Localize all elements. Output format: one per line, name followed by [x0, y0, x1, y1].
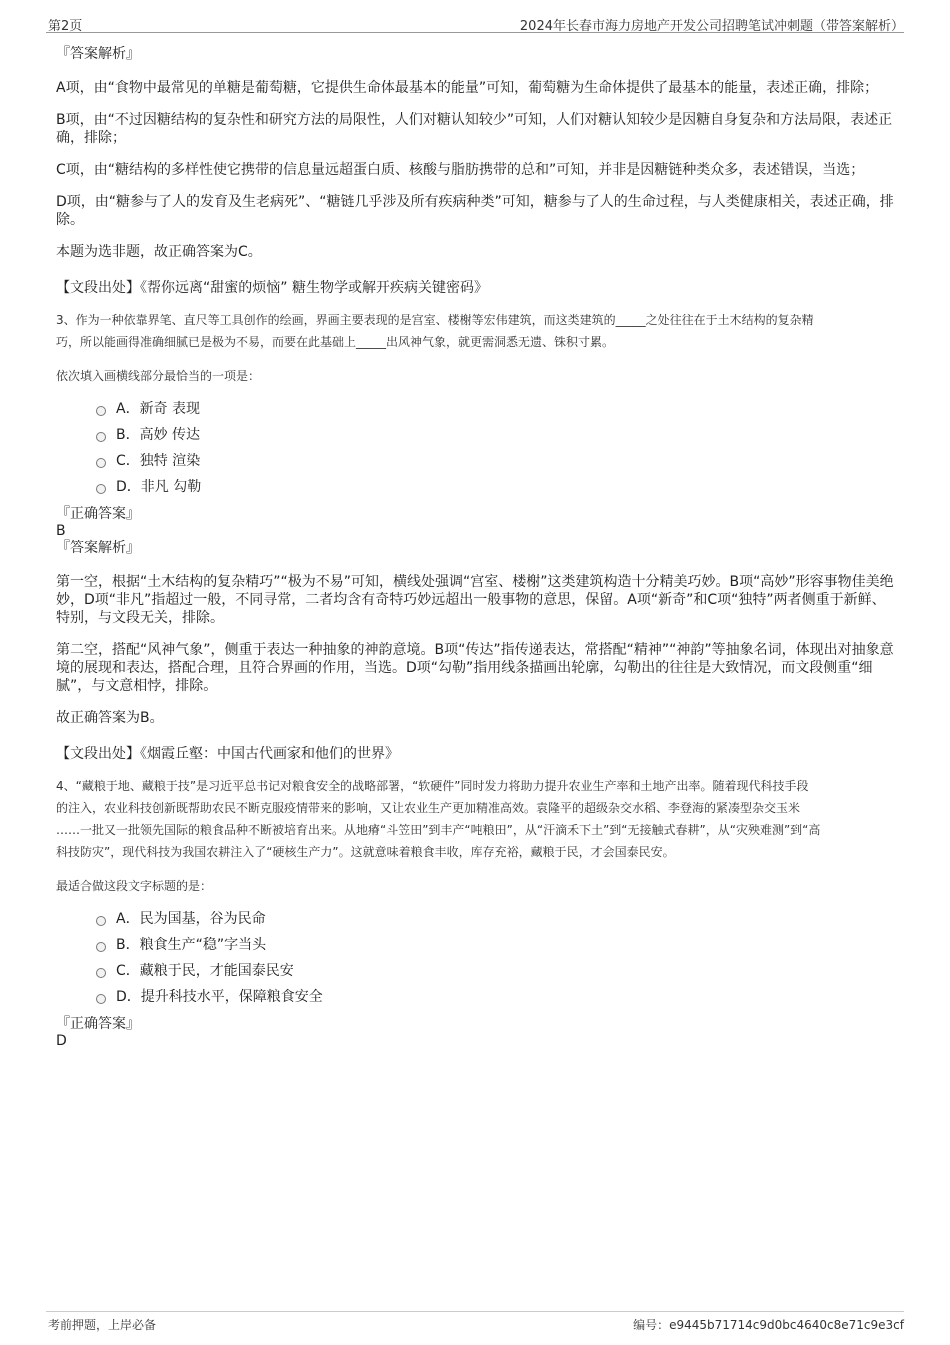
- radio-icon[interactable]: [96, 432, 106, 442]
- question-4-line: 的注入，农业科技创新既帮助农民不断克服疫情带来的影响，又让农业生产更加精准高效。袁隆平的超级杂交水稻、李登海的紧凑型杂交玉米: [56, 801, 801, 815]
- analysis-label: 『答案解析』: [56, 46, 140, 62]
- question-3-line: 3、作为一种依靠界笔、直尺等工具创作的绘画，界画主要表现的是宫室、楼榭等宏伟建筑，而这类建筑的_____之处往往在于土木结构的复杂精: [56, 313, 814, 327]
- radio-icon[interactable]: [96, 458, 106, 468]
- question-4-line: 科技防灾”，现代科技为我国农耕注入了“硬核生产力”。这就意味着粮食丰收，库存充裕，藏粮于民，才会国泰民安。: [56, 845, 675, 859]
- document-title: 2024年长春市海力房地产开发公司招聘笔试冲刺题（带答案解析）: [519, 19, 904, 34]
- radio-icon[interactable]: [96, 916, 106, 926]
- question-3-options: [96, 396, 904, 500]
- analysis-paragraph: C项，由“糖结构的多样性使它携带的信息量远超蛋白质、核酸与脂肪携带的总和”可知，并非是因糖链种类众多，表述错误，当选；: [56, 162, 865, 178]
- radio-icon[interactable]: [96, 968, 106, 978]
- footer-slogan: 考前押题，上岸必备: [48, 1318, 157, 1332]
- radio-icon[interactable]: [96, 406, 106, 416]
- analysis-conclusion: 本题为选非题，故正确答案为C。: [56, 244, 262, 260]
- question-3-line: 巧，所以能画得准确细腻已是极为不易，而要在此基础上_____出风神气象，就更需洞悉无遗、铢积寸累。: [56, 335, 615, 349]
- question-4-line: 4、“藏粮于地、藏粮于技”是习近平总书记对粮食安全的战略部署，“软硬件”同时发力将助力提升农业生产率和土地产出率。随着现代科技手段: [56, 779, 809, 793]
- source-citation: 【文段出处】《帮你远离“甜蜜的烦恼” 糖生物学或解开疾病关键密码》: [56, 280, 488, 296]
- analysis-paragraph: A项，由“食物中最常见的单糖是葡萄糖，它提供生命体最基本的能量”可知，葡萄糖为生命体提供了最基本的能量，表述正确，排除；: [56, 80, 879, 96]
- question-4-line: ……一批又一批领先国际的粮食品种不断被培育出来。从地瘠“斗笠田”到丰产“吨粮田”，从“汗滴禾下土”到“无接触式春耕”，从“灾殃难测”到“高: [56, 823, 821, 837]
- option-a[interactable]: A．民为国基，谷为民命: [96, 906, 904, 932]
- option-a[interactable]: A．新奇 表现: [96, 396, 904, 422]
- analysis-paragraph: D项，由“糖参与了人的发育及生老病死”、“糖链几乎涉及所有疾病种类”可知，糖参与了人的生命过程，与人类健康相关，表述正确，排除。: [56, 194, 894, 228]
- option-b[interactable]: B．粮食生产“稳”字当头: [96, 932, 904, 958]
- page-content: [46, 44, 904, 1050]
- document-id: 编号：e9445b71714c9d0bc4640c8e71c9e3cf: [633, 1318, 904, 1332]
- analysis-paragraph: 第一空，根据“土木结构的复杂精巧”“极为不易”可知，横线处强调“宫室、楼榭”这类建筑构造十分精美巧妙。B项“高妙”形容事物佳美绝妙，D项“非凡”指超过一般，不同寻常，二者均含有奇特巧妙远超出一般事物的意思，保留。A项“新奇”和C项“独特”两者侧重于新鲜、特别，与文段无关，排除。: [56, 574, 894, 626]
- option-c[interactable]: C．藏粮于民，才能国泰民安: [96, 958, 904, 984]
- page-footer: [46, 1311, 904, 1332]
- page-number: 第2页: [48, 19, 83, 34]
- option-d[interactable]: D．非凡 勾勒: [96, 474, 904, 500]
- question-3-prompt: 依次填入画横线部分最恰当的一项是：: [56, 369, 261, 383]
- question-4-options: [96, 906, 904, 1010]
- analysis-conclusion: 故正确答案为B。: [56, 710, 164, 726]
- analysis-label: 『答案解析』: [56, 540, 140, 556]
- analysis-paragraph: 第二空，搭配“风神气象”，侧重于表达一种抽象的神韵意境。B项“传达”指传递表达，常搭配“精神”“神韵”等抽象名词，体现出对抽象意境的展现和表达，搭配合理，且符合界画的作用，当选。D项“勾勒”指用线条描画出轮廓，勾勒出的往往是大致情况，而文段侧重“细腻”，与文意相悖，排除。: [56, 642, 894, 694]
- source-citation: 【文段出处】《烟霞丘壑：中国古代画家和他们的世界》: [56, 746, 399, 762]
- radio-icon[interactable]: [96, 942, 106, 952]
- radio-icon[interactable]: [96, 994, 106, 1004]
- question-4-prompt: 最适合做这段文字标题的是：: [56, 879, 213, 893]
- option-c[interactable]: C．独特 渲染: [96, 448, 904, 474]
- correct-answer: B: [56, 523, 66, 539]
- page-header: [46, 12, 904, 33]
- correct-answer-label: 『正确答案』: [56, 506, 140, 522]
- analysis-paragraph: B项，由“不过因糖结构的复杂性和研究方法的局限性，人们对糖认知较少”可知，人们对糖认知较少是因糖自身复杂和方法局限，表述正确，排除；: [56, 112, 893, 146]
- option-d[interactable]: D．提升科技水平，保障粮食安全: [96, 984, 904, 1010]
- correct-answer-label: 『正确答案』: [56, 1016, 140, 1032]
- radio-icon[interactable]: [96, 484, 106, 494]
- correct-answer: D: [56, 1033, 67, 1049]
- option-b[interactable]: B．高妙 传达: [96, 422, 904, 448]
